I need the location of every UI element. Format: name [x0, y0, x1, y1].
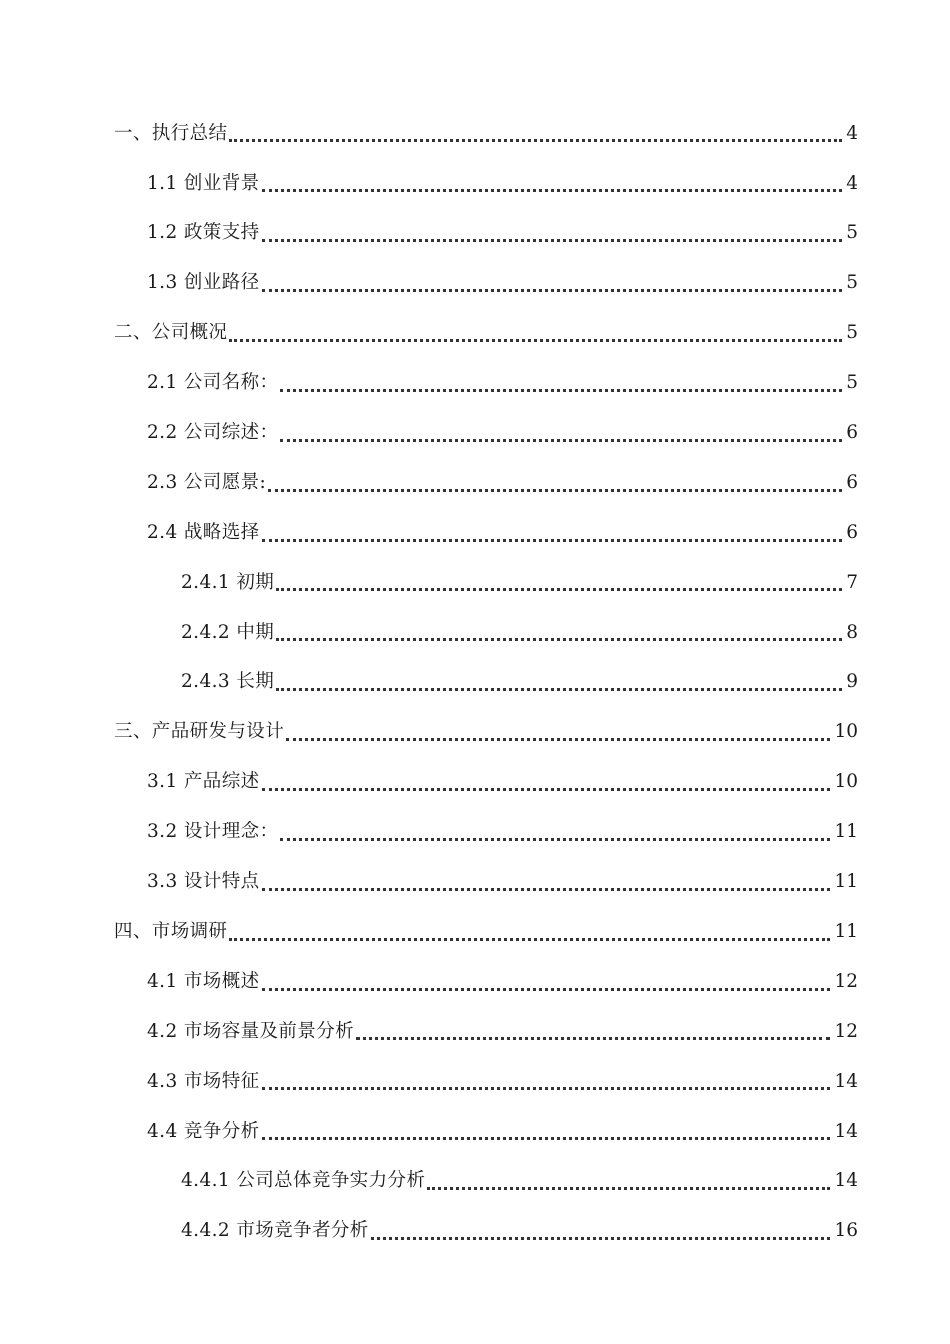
- toc-entry-title: 2.4.1 初期: [181, 571, 275, 593]
- toc-dot-leader: [280, 838, 830, 841]
- toc-entry-title: 4.4.2 市场竞争者分析: [181, 1220, 369, 1242]
- toc-entry[interactable]: [0, 957, 950, 1007]
- toc-entry[interactable]: [0, 1107, 950, 1157]
- toc-entry-title: 4.4 竞争分析: [147, 1120, 260, 1142]
- toc-entry[interactable]: [0, 658, 950, 708]
- toc-page-number: 10: [834, 771, 858, 793]
- toc-dot-leader: [286, 738, 830, 741]
- toc-page-number: 11: [834, 821, 858, 843]
- toc-entry-title: 二、公司概况: [114, 322, 228, 344]
- toc-entry[interactable]: [0, 758, 950, 808]
- toc-page-number: 14: [834, 1170, 858, 1192]
- toc-entry-title: 2.4 战略选择: [147, 521, 260, 543]
- toc-entry[interactable]: [0, 1057, 950, 1107]
- toc-page-number: 8: [846, 621, 858, 643]
- toc-entry[interactable]: [0, 1007, 950, 1057]
- toc-page-number: 14: [834, 1070, 858, 1092]
- toc-dot-leader: [276, 688, 842, 691]
- toc-page-number: 5: [846, 222, 858, 244]
- toc-entry-title: 4.3 市场特征: [147, 1070, 260, 1092]
- toc-dot-leader: [268, 489, 842, 492]
- toc-entry-title: 3.1 产品综述: [147, 771, 260, 793]
- toc-page-number: 4: [846, 172, 858, 194]
- toc-entry[interactable]: [0, 907, 950, 957]
- toc-dot-leader: [262, 189, 843, 192]
- toc-entry[interactable]: [0, 358, 950, 408]
- toc-entry[interactable]: [0, 508, 950, 558]
- toc-dot-leader: [427, 1187, 830, 1190]
- toc-entry-title: 2.4.2 中期: [181, 621, 275, 643]
- toc-page-number: 9: [846, 671, 858, 693]
- toc-page-number: 5: [846, 372, 858, 394]
- toc-page-number: 14: [834, 1120, 858, 1142]
- toc-dot-leader: [229, 139, 842, 142]
- toc-entry-title: 四、市场调研: [114, 920, 228, 942]
- toc-entry[interactable]: [0, 1207, 950, 1257]
- toc-entry[interactable]: [0, 209, 950, 259]
- toc-dot-leader: [280, 439, 842, 442]
- toc-entry[interactable]: [0, 309, 950, 359]
- toc-page-number: 5: [846, 272, 858, 294]
- toc-entry[interactable]: [0, 159, 950, 209]
- toc-entry[interactable]: [0, 259, 950, 309]
- toc-dot-leader: [229, 339, 842, 342]
- toc-page-number: 6: [846, 521, 858, 543]
- toc-entry-title: 三、产品研发与设计: [114, 721, 285, 743]
- toc-dot-leader: [262, 788, 831, 791]
- toc-entry[interactable]: [0, 1157, 950, 1207]
- toc-entry[interactable]: [0, 857, 950, 907]
- toc-entry[interactable]: [0, 558, 950, 608]
- toc-dot-leader: [276, 638, 842, 641]
- toc-entry-title: 2.3 公司愿景:: [147, 471, 267, 493]
- toc-page-number: 10: [834, 721, 858, 743]
- toc-entry-title: 2.2 公司综述：: [147, 422, 279, 444]
- toc-page-number: 16: [834, 1220, 858, 1242]
- toc-dot-leader: [262, 239, 843, 242]
- toc-dot-leader: [262, 289, 843, 292]
- toc-dot-leader: [229, 938, 830, 941]
- toc-page-number: 11: [834, 920, 858, 942]
- toc-entry[interactable]: [0, 608, 950, 658]
- toc-entry-title: 4.1 市场概述: [147, 970, 260, 992]
- toc-entry-title: 4.2 市场容量及前景分析: [147, 1020, 355, 1042]
- toc-entry[interactable]: [0, 109, 950, 159]
- toc-dot-leader: [276, 588, 842, 591]
- toc-page-number: 12: [834, 970, 858, 992]
- toc-page-number: 6: [846, 422, 858, 444]
- toc-dot-leader: [262, 1137, 831, 1140]
- toc-dot-leader: [262, 888, 831, 891]
- toc-entry-title: 4.4.1 公司总体竞争实力分析: [181, 1170, 426, 1192]
- toc-dot-leader: [371, 1237, 831, 1240]
- toc-dot-leader: [262, 988, 831, 991]
- toc-entry-title: 2.4.3 长期: [181, 671, 275, 693]
- toc-entry[interactable]: [0, 807, 950, 857]
- toc-entry-title: 3.2 设计理念：: [147, 821, 279, 843]
- toc-dot-leader: [262, 539, 843, 542]
- toc-entry-title: 3.3 设计特点: [147, 871, 260, 893]
- toc-page-number: 4: [846, 122, 858, 144]
- toc-page-number: 6: [846, 471, 858, 493]
- toc-entry-title: 一、执行总结: [114, 122, 228, 144]
- table-of-contents: [0, 109, 950, 1256]
- toc-entry[interactable]: [0, 408, 950, 458]
- toc-entry-title: 2.1 公司名称：: [147, 372, 279, 394]
- toc-page-number: 12: [834, 1020, 858, 1042]
- toc-entry-title: 1.2 政策支持: [147, 222, 260, 244]
- toc-entry[interactable]: [0, 458, 950, 508]
- toc-page-number: 7: [846, 571, 858, 593]
- toc-page-number: 5: [846, 322, 858, 344]
- toc-dot-leader: [262, 1087, 831, 1090]
- toc-dot-leader: [280, 389, 842, 392]
- toc-page-number: 11: [834, 871, 858, 893]
- toc-entry-title: 1.1 创业背景: [147, 172, 260, 194]
- toc-entry-title: 1.3 创业路径: [147, 272, 260, 294]
- toc-entry[interactable]: [0, 708, 950, 758]
- toc-dot-leader: [356, 1037, 830, 1040]
